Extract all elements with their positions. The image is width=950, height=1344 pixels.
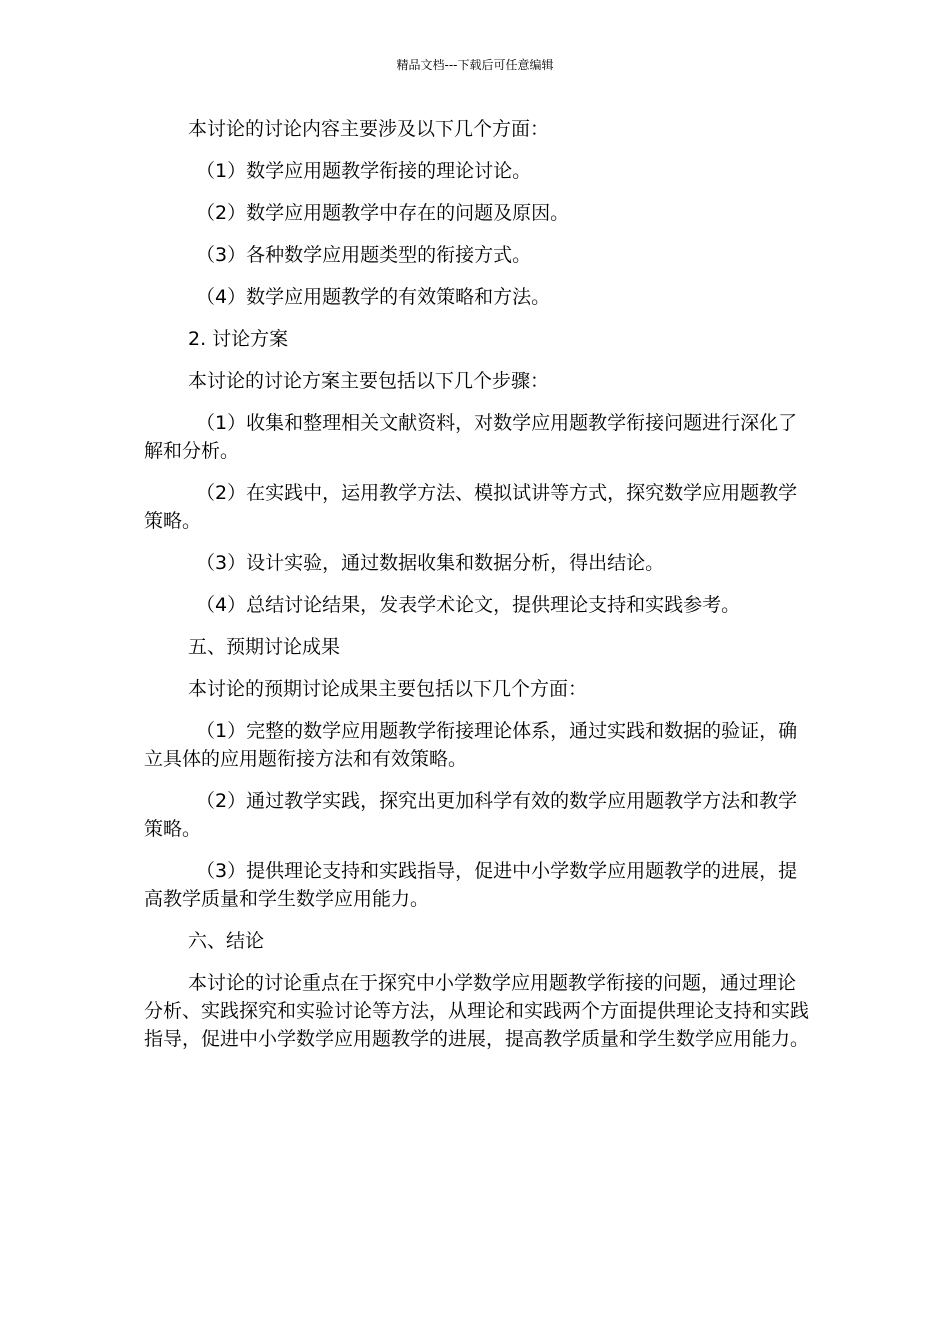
list-item: （1）数学应用题教学衔接的理论讨论。 <box>196 160 532 182</box>
paragraph-intro-outcomes: 本讨论的预期讨论成果主要包括以下几个方面： <box>188 678 588 700</box>
list-item: （4）数学应用题教学的有效策略和方法。 <box>196 286 551 308</box>
section-heading: 五、预期讨论成果 <box>188 636 341 658</box>
list-item: （3）设计实验，通过数据收集和数据分析，得出结论。 <box>196 552 665 574</box>
list-item: （1）完整的数学应用题教学衔接理论体系，通过实践和数据的验证，确立具体的应用题衔接方法和有效策略。 <box>144 720 798 770</box>
list-item: （4）总结讨论结果，发表学术论文，提供理论支持和实践参考。 <box>196 594 741 616</box>
paragraph-intro-plan: 本讨论的讨论方案主要包括以下几个步骤： <box>188 370 550 392</box>
list-item: （3）各种数学应用题类型的衔接方式。 <box>196 244 532 266</box>
paragraph-intro-content: 本讨论的讨论内容主要涉及以下几个方面： <box>188 118 550 140</box>
section-heading: 六、结论 <box>188 930 265 952</box>
page-header: 精品文档---下载后可任意编辑 <box>396 58 554 72</box>
document-body <box>144 115 814 1067</box>
list-item: （2）在实践中，运用教学方法、模拟试讲等方式，探究数学应用题教学策略。 <box>144 482 798 532</box>
list-item: （1）收集和整理相关文献资料，对数学应用题教学衔接问题进行深化了解和分析。 <box>144 412 798 462</box>
section-heading: 2. 讨论方案 <box>188 328 289 350</box>
list-item: （2）数学应用题教学中存在的问题及原因。 <box>196 202 570 224</box>
list-item: （3）提供理论支持和实践指导，促进中小学数学应用题教学的进展，提高教学质量和学生数学应用能力。 <box>144 860 798 910</box>
list-item: （2）通过教学实践，探究出更加科学有效的数学应用题教学方法和教学策略。 <box>144 790 798 840</box>
paragraph-conclusion: 本讨论的讨论重点在于探究中小学数学应用题教学衔接的问题，通过理论分析、实践探究和实验讨论等方法，从理论和实践两个方面提供理论支持和实践指导，促进中小学数学应用题教学的进展，提高教学质量和学生数学应用能力。 <box>144 972 810 1050</box>
